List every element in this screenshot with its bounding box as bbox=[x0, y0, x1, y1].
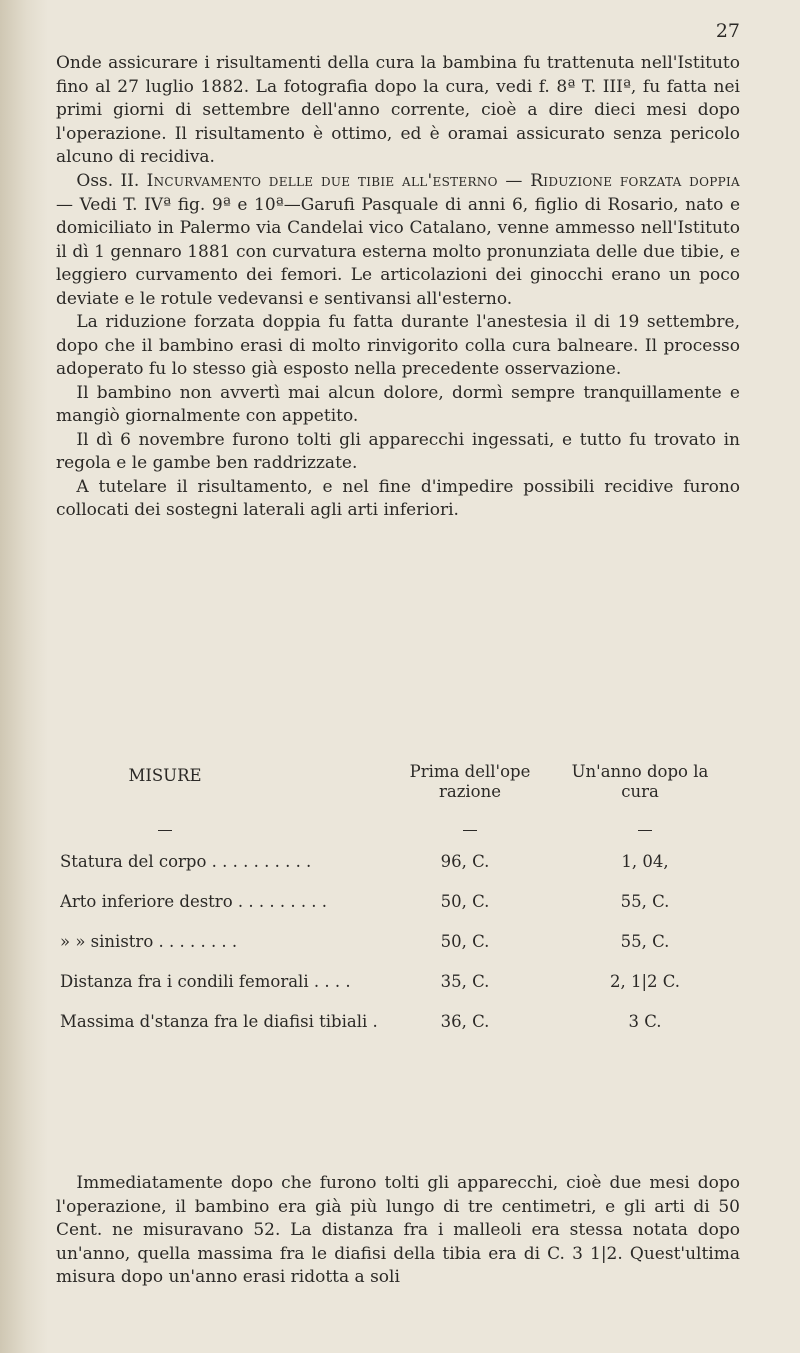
observation-paragraph-5: A tutelare il risultamento, e nel fine d'impedire possibili recidive furono collocati dei sostegni laterali agli arti inferiori. bbox=[56, 476, 740, 520]
row-label: Statura del corpo . . . . . . . . . . bbox=[60, 852, 312, 871]
header-after: Un'anno dopo la cura bbox=[571, 762, 709, 801]
observation-heading: Incurvamento delle due tibie all'esterno — Riduzione forzata doppia bbox=[146, 171, 740, 191]
dash-after bbox=[638, 830, 652, 831]
row-after: 55, C. bbox=[620, 892, 670, 911]
header-before: Prima dell'ope razione bbox=[409, 762, 531, 801]
table-row bbox=[60, 922, 740, 962]
closing-text bbox=[56, 1172, 740, 1290]
page-binding-shadow bbox=[0, 0, 48, 1353]
observation-paragraph-3: Il bambino non avvertì mai alcun dolore, dormì sempre tranquillamente e mangiò giornalmente con appetito. bbox=[56, 382, 740, 426]
row-before: 36, C. bbox=[440, 1012, 490, 1031]
row-after: 3 C. bbox=[628, 1012, 662, 1031]
header-measure: MISURE bbox=[128, 766, 202, 785]
observation-paragraph-4: Il dì 6 novembre furono tolti gli apparecchi ingessati, e tutto fu trovato in regola e le gambe ben raddrizzate. bbox=[56, 429, 740, 473]
dash-measure bbox=[158, 830, 172, 831]
table-row bbox=[60, 962, 740, 1002]
header-dashes bbox=[60, 822, 740, 842]
observation-paragraph-1 bbox=[56, 170, 740, 311]
table-row bbox=[60, 842, 740, 882]
table-header bbox=[60, 762, 740, 822]
row-after: 55, C. bbox=[620, 932, 670, 951]
row-label: Arto inferiore destro . . . . . . . . . bbox=[60, 892, 328, 911]
row-label: Distanza fra i condili femorali . . . . bbox=[60, 972, 351, 991]
page-number: 27 bbox=[715, 20, 740, 42]
row-after: 1, 04, bbox=[621, 852, 669, 871]
dash-before bbox=[463, 830, 477, 831]
observation-text bbox=[56, 170, 740, 523]
row-label: Massima d'stanza fra le diafisi tibiali . bbox=[60, 1012, 378, 1031]
row-before: 50, C. bbox=[440, 932, 490, 951]
closing-paragraph: Immediatamente dopo che furono tolti gli apparecchi, cioè due mesi dopo l'operazione, il bambino era già più lungo di tre centimetri, e gli arti di 50 Cent. ne misuravano 52. La distanza fra i malleoli era stessa notata dopo un'anno, quella massima fra le diafisi della tibia era di C. 3 1|2. Quest'ultima misura dopo un'anno erasi ridotta a soli bbox=[56, 1173, 740, 1287]
row-after: 2, 1|2 C. bbox=[609, 972, 681, 991]
table-row bbox=[60, 882, 740, 922]
observation-label: Oss. II. bbox=[76, 171, 140, 191]
intro-text bbox=[56, 52, 740, 170]
row-before: 96, C. bbox=[440, 852, 490, 871]
intro-paragraph: Onde assicurare i risultamenti della cura la bambina fu trattenuta nell'Istituto fino al 27 luglio 1882. La fotografia dopo la cura, vedi f. 8ª T. IIIª, fu fatta nei primi giorni di settembre dell'anno corrente, cioè a dire dieci mesi dopo l'operazione. Il risultamento è ottimo, ed è oramai assicurato senza pericolo alcuno di recidiva. bbox=[56, 53, 740, 167]
row-before: 50, C. bbox=[440, 892, 490, 911]
row-before: 35, C. bbox=[440, 972, 490, 991]
row-label: » » sinistro . . . . . . . . bbox=[60, 932, 238, 951]
observation-paragraph-2: La riduzione forzata doppia fu fatta durante l'anestesia il di 19 settembre, dopo che il bambino erasi di molto rinvigorito colla cura balneare. Il processo adoperato fu lo stesso già esposto nella precedente osservazione. bbox=[56, 312, 740, 379]
observation-paragraph-1-text: — Vedi T. IVª fig. 9ª e 10ª—Garufi Pasquale di anni 6, figlio di Rosario, nato e domiciliato in Palermo via Candelai vico Catalano, venne ammesso nell'Istituto il dì 1 gennaro 1881 con curvatura esterna molto pronunziata delle due tibie, e leggiero curvamento dei femori. Le articolazioni dei ginocchi erano un poco deviate e le rotule vedevansi e sentivansi all'esterno. bbox=[56, 194, 740, 309]
measurements-table bbox=[60, 762, 740, 1042]
table-row bbox=[60, 1002, 740, 1042]
